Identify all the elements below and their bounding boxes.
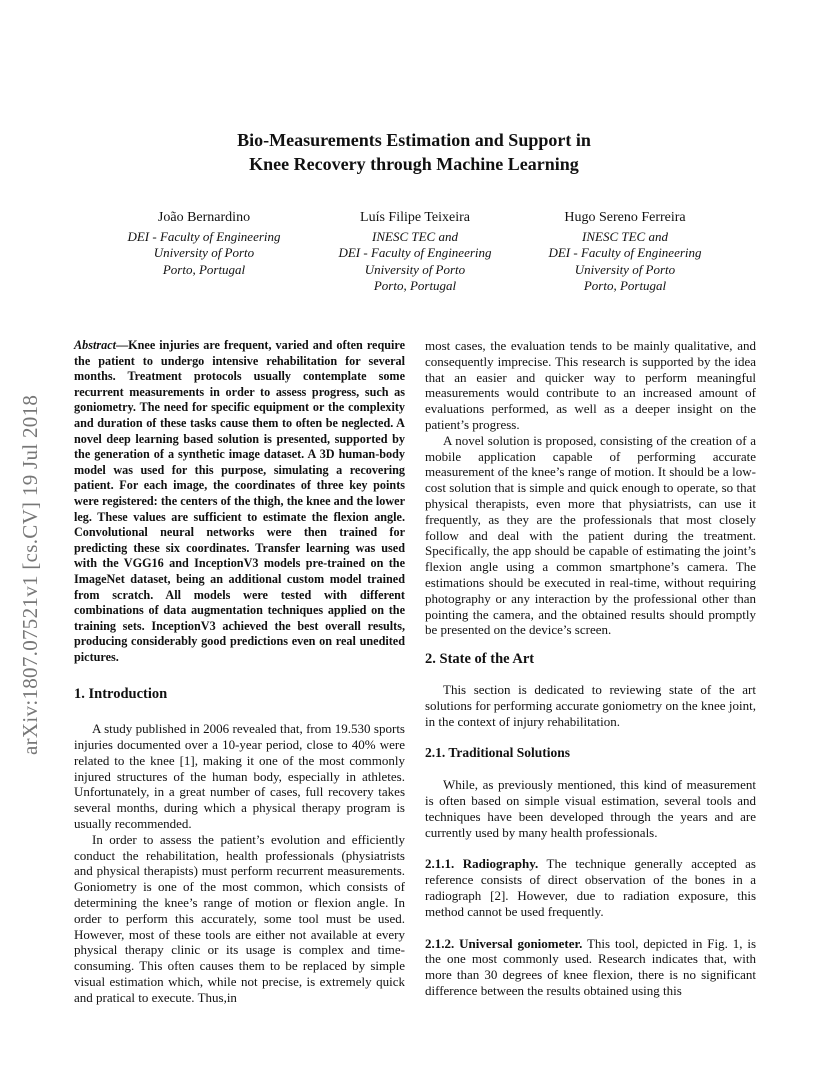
intro-paragraph-1: A study published in 2006 revealed that, from 19.530 sports injuries documented over a 10-year period, close to 40% were related to the knee [1], making it one of the most commonly injured structures of the human body, especially in athletes. Unfortunately, in a great number of cases, full recovery takes several months, during which a physical therapy program is usually recommended. xyxy=(74,721,405,832)
universal-goniometer-text: This tool, depicted in Fig. 1, is the one most commonly used. Research indicates that, with more than 30 degrees of knee flexion, there is no significant difference between the results obtained using this xyxy=(425,935,756,998)
abstract xyxy=(74,338,405,665)
author-block-2 xyxy=(305,210,525,295)
title-line-1: Bio-Measurements Estimation and Support in xyxy=(237,130,591,150)
abstract-text: —Knee injuries are frequent, varied and often require the patient to undergo intensive rehabilitation for several months. Treatment protocols usually contemplate some recurrent measurements in order to assess progress, such as goniometry. The need for specific equipment or the complexity and duration of these tasks cause them to often be neglected. A novel deep learning based solution is presented, supported by the generation of a synthetic image dataset. A 3D human-body model was used for this purpose, simulating a recovering patient. For each image, the coordinates of three key points were registered: the centers of the thigh, the knee and the lower leg. These values are sufficient to estimate the flexion angle. Convolutional neural networks were then trained for predicting these six coordinates. Transfer learning was used with the VGG16 and InceptionV3 models pre-trained on the ImageNet dataset, being an additional custom model trained from scratch. All models were tested with different combinations of data augmentation techniques applied on the training sets. InceptionV3 achieved the best overall results, producing considerably good predictions even on real unedited pictures. xyxy=(74,338,405,664)
author-block-3 xyxy=(515,210,735,295)
intro-paragraph-continued: most cases, the evaluation tends to be mainly qualitative, and consequently imprecise. This research is supported by the idea that an easier and quicker way to perform meaningful measurements would contribute to an increased amount of evaluations performed, as well as a deeper insight on the patient’s progress. xyxy=(425,338,756,432)
section-heading-introduction: 1. Introduction xyxy=(74,686,168,703)
author-affiliation: University of Porto xyxy=(364,261,466,277)
author-name: Luís Filipe Teixeira xyxy=(360,210,470,225)
subsection-heading-traditional-solutions: 2.1. Traditional Solutions xyxy=(425,745,571,761)
radiography-heading: 2.1.1. Radiography. xyxy=(425,856,539,872)
author-affiliation: DEI - Faculty of Engineering xyxy=(338,245,492,260)
author-name: João Bernardino xyxy=(157,210,251,225)
author-affiliation: DEI - Faculty of Engineering xyxy=(548,245,702,260)
arxiv-identifier-stamp: arXiv:1807.07521v1 [cs.CV] 19 Jul 2018 xyxy=(18,394,42,755)
author-affiliation: Porto, Portugal xyxy=(373,278,457,293)
author-name: Hugo Sereno Ferreira xyxy=(564,210,686,225)
author-block-1 xyxy=(94,210,314,278)
left-column xyxy=(74,338,405,1006)
paper-title xyxy=(0,128,828,176)
traditional-solutions-paragraph: While, as previously mentioned, this kind of measurement is often based on simple visual estimation, several tools and techniques have been developed through the years and are currently used by many health professionals. xyxy=(425,777,756,840)
intro-paragraph-3: A novel solution is proposed, consisting of the creation of a mobile application capable of performing accurate measurement of the knee’s range of motion. It should be a low-cost solution that is simple and quick enough to operate, so that physical therapists, even more that physiatrists, can use it frequently, as they are the professionals that most closely follow and deal with the patient during the treatment. Specifically, the app should be capable of estimating the joint’s flexion angle using a common smartphone’s camera. The estimations should be executed in real-time, without requiring photography or any interaction by the professional other than pointing the camera, and the obtained results should promptly be presented on the device’s screen. xyxy=(425,432,756,638)
title-line-2: Knee Recovery through Machine Learning xyxy=(249,154,579,174)
section-heading-state-of-the-art: 2. State of the Art xyxy=(425,651,535,668)
author-affiliation: DEI - Faculty of Engineering xyxy=(127,228,281,244)
author-affiliation: University of Porto xyxy=(574,261,676,277)
author-affiliation: University of Porto xyxy=(153,245,255,260)
radiography-paragraph xyxy=(425,856,756,919)
author-affiliation: Porto, Portugal xyxy=(162,261,246,277)
abstract-label: Abstract xyxy=(74,338,116,352)
author-affiliation: INESC TEC and xyxy=(582,228,668,244)
author-affiliation: Porto, Portugal xyxy=(583,278,667,293)
universal-goniometer-heading: 2.1.2. Universal goniometer. xyxy=(425,935,583,951)
universal-goniometer-paragraph xyxy=(425,936,756,999)
state-of-the-art-paragraph: This section is dedicated to reviewing state of the art solutions for performing accurate goniometry on the knee joint, in the context of injury rehabilitation. xyxy=(425,681,756,729)
right-column xyxy=(425,338,756,999)
author-affiliation: INESC TEC and xyxy=(372,228,458,244)
intro-paragraph-2: In order to assess the patient’s evolution and efficiently conduct the rehabilitation, health professionals (physiatrists and physical therapists) must perform recurrent measurements. Goniometry is one of the most common, which consists of determining the knee’s range of motion or flexion angle. In order to perform this accurately, some tool must be used. However, most of these tools are either not available at every physical therapy clinic or its usage is complex and time-consuming. This often causes them to be replaced by simple visual estimation which, while not precise, is extremely quick and pratical to execute. Thus,in xyxy=(74,831,405,1005)
radiography-text: The technique generally accepted as reference consists of direct observation of the bones in a radiograph [2]. However, due to radiation exposure, this method cannot be used frequently. xyxy=(425,856,756,919)
